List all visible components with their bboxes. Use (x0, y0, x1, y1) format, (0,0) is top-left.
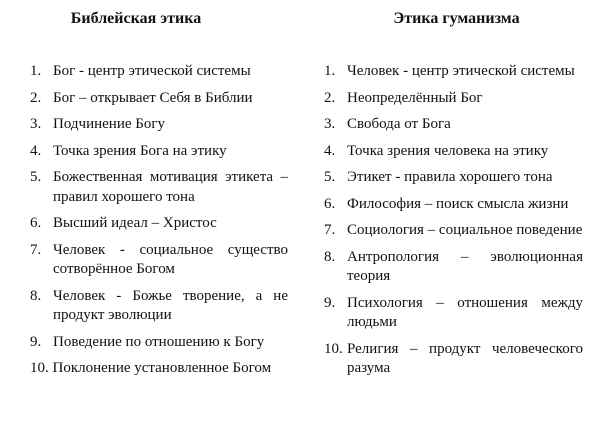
item-number: 8. (30, 287, 42, 304)
list-item (324, 294, 583, 333)
item-number: 4. (324, 142, 336, 159)
list-item (30, 241, 288, 280)
item-number: 8. (324, 248, 336, 265)
list-item (30, 89, 288, 109)
list-item (30, 359, 288, 379)
item-text: Религия – продукт человеческого разума (347, 340, 583, 376)
item-number: 1. (30, 63, 42, 79)
item-text: Высший идеал – Христос (53, 215, 217, 231)
item-number: 4. (30, 142, 42, 159)
humanism-ethics-heading: Этика гуманизма (393, 10, 520, 27)
item-text: Человек - социальное существо сотворённое Богом (53, 241, 288, 277)
list-item (30, 62, 288, 82)
item-text: Неопределённый Бог (347, 89, 483, 106)
item-number: 3. (324, 116, 336, 132)
item-number: 9. (324, 294, 336, 311)
item-number: 5. (30, 169, 42, 185)
humanism-ethics-list (324, 62, 583, 386)
list-item (30, 333, 288, 353)
biblical-ethics-list (30, 62, 288, 386)
item-number: 2. (30, 89, 42, 106)
item-text: Подчинение Богу (53, 116, 166, 132)
list-item (324, 248, 583, 287)
item-number: 10. (324, 340, 343, 357)
list-item (324, 62, 583, 82)
item-text: Бог – открывает Себя в Библии (53, 89, 253, 106)
item-number: 3. (30, 116, 42, 132)
list-item (30, 168, 288, 207)
item-text: Человек - центр этической системы (347, 63, 575, 79)
list-item (324, 142, 583, 162)
item-text: Поклонение установленное Богом (52, 360, 272, 376)
item-text: Антропология – эволюционная теория (347, 248, 583, 284)
item-text: Божественная мотивация этикета – правил хорошего тона (53, 169, 288, 205)
list-item (324, 115, 583, 135)
item-text: Человек - Божье творение, а не продукт эволюции (53, 287, 288, 323)
list-item (30, 115, 288, 135)
item-text: Бог - центр этической системы (53, 63, 251, 79)
item-number: 7. (30, 241, 42, 258)
item-number: 6. (30, 215, 42, 231)
item-text: Свобода от Бога (347, 116, 451, 132)
item-text: Социология – социальное поведение (347, 222, 583, 238)
item-number: 2. (324, 89, 336, 106)
item-number: 7. (324, 222, 336, 238)
list-item (30, 142, 288, 162)
list-item (324, 168, 583, 188)
list-item (324, 340, 583, 379)
biblical-ethics-heading: Библейская этика (70, 10, 202, 27)
list-item (324, 221, 583, 241)
item-number: 10. (30, 360, 49, 376)
item-text: Точка зрения Бога на этику (53, 142, 227, 159)
item-number: 1. (324, 63, 336, 79)
list-item (30, 214, 288, 234)
item-number: 5. (324, 169, 336, 185)
item-text: Поведение по отношению к Богу (53, 333, 265, 350)
item-number: 9. (30, 333, 42, 350)
item-text: Философия – поиск смысла жизни (347, 195, 569, 212)
item-text: Точка зрения человека на этику (347, 142, 549, 159)
item-text: Психология – отношения между людьми (347, 294, 583, 330)
item-text: Этикет - правила хорошего тона (347, 169, 553, 185)
item-number: 6. (324, 195, 336, 212)
list-item (324, 89, 583, 109)
list-item (324, 195, 583, 215)
list-item (30, 287, 288, 326)
